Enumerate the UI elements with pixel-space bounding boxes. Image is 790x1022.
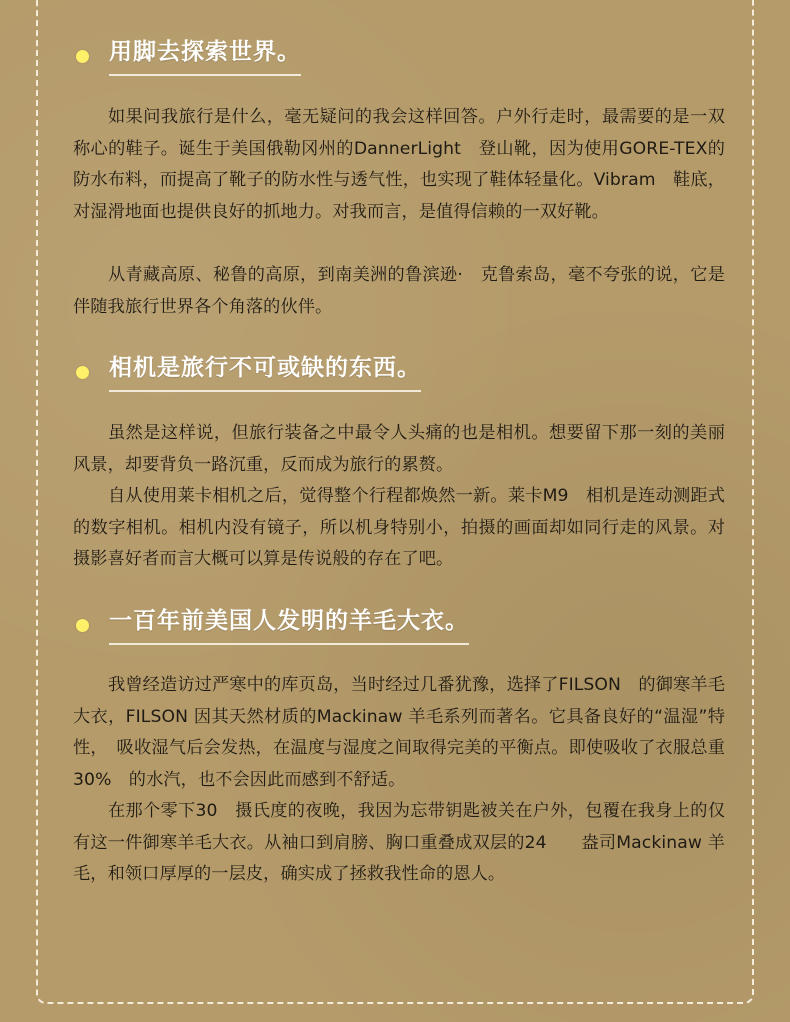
bullet-dot-icon [76, 50, 89, 63]
bullet-dot-icon [76, 619, 89, 632]
bullet-dot-icon [76, 366, 89, 379]
section-title: 相机是旅行不可或缺的东西。 [109, 352, 421, 392]
section-title: 用脚去探索世界。 [109, 36, 301, 76]
section-title: 一百年前美国人发明的羊毛大衣。 [109, 605, 469, 645]
paragraph: 自从使用莱卡相机之后，觉得整个行程都焕然一新。莱卡M9 相机是连动测距式的数字相机。相机内没有镜子，所以机身特别小，拍摄的画面却如同行走的风景。对摄影喜好者而言大概可以算是传说般的存在了吧。 [73, 486, 725, 569]
paragraph: 从青藏高原、秘鲁的高原，到南美洲的鲁滨逊· 克鲁索岛，毫不夸张的说，它是伴随我旅行世界各个角落的伙伴。 [73, 265, 725, 317]
paragraph: 在那个零下30 摄氏度的夜晚，我因为忘带钥匙被关在户外，包覆在我身上的仅有这一件御寒羊毛大衣。从袖口到肩膀、胸口重叠成双层的24 盎司Mackinaw 羊毛，和领口厚厚的一层皮，确实成了拯救我性命的恩人。 [73, 801, 725, 884]
paragraph: 我曾经造访过严寒中的库页岛，当时经过几番犹豫，选择了FILSON 的御寒羊毛大衣，FILSON 因其天然材质的Mackinaw 羊毛系列而著名。它具备良好的“温湿”特性， 吸收湿气后会发热，在温度与湿度之间取得完美的平衡点。即使吸收了衣服总重30% 的水汽，也不会因此而感到不舒适。 [73, 675, 725, 790]
paragraph: 如果问我旅行是什么，毫无疑问的我会这样回答。户外行走时，最需要的是一双称心的鞋子。诞生于美国俄勒冈州的DannerLight 登山靴，因为使用GORE-TEX的防水布料，而提高了靴子的防水性与透气性，也实现了鞋体轻量化。Vibram 鞋底，对湿滑地面也提供良好的抓地力。对我而言，是值得信赖的一双好靴。 [73, 107, 725, 222]
section-heading [76, 36, 301, 76]
section-heading [76, 605, 469, 645]
section-heading [76, 352, 421, 392]
paragraph: 虽然是这样说，但旅行装备之中最令人头痛的也是相机。想要留下那一刻的美丽风景，却要背负一路沉重，反而成为旅行的累赘。 [73, 423, 725, 475]
